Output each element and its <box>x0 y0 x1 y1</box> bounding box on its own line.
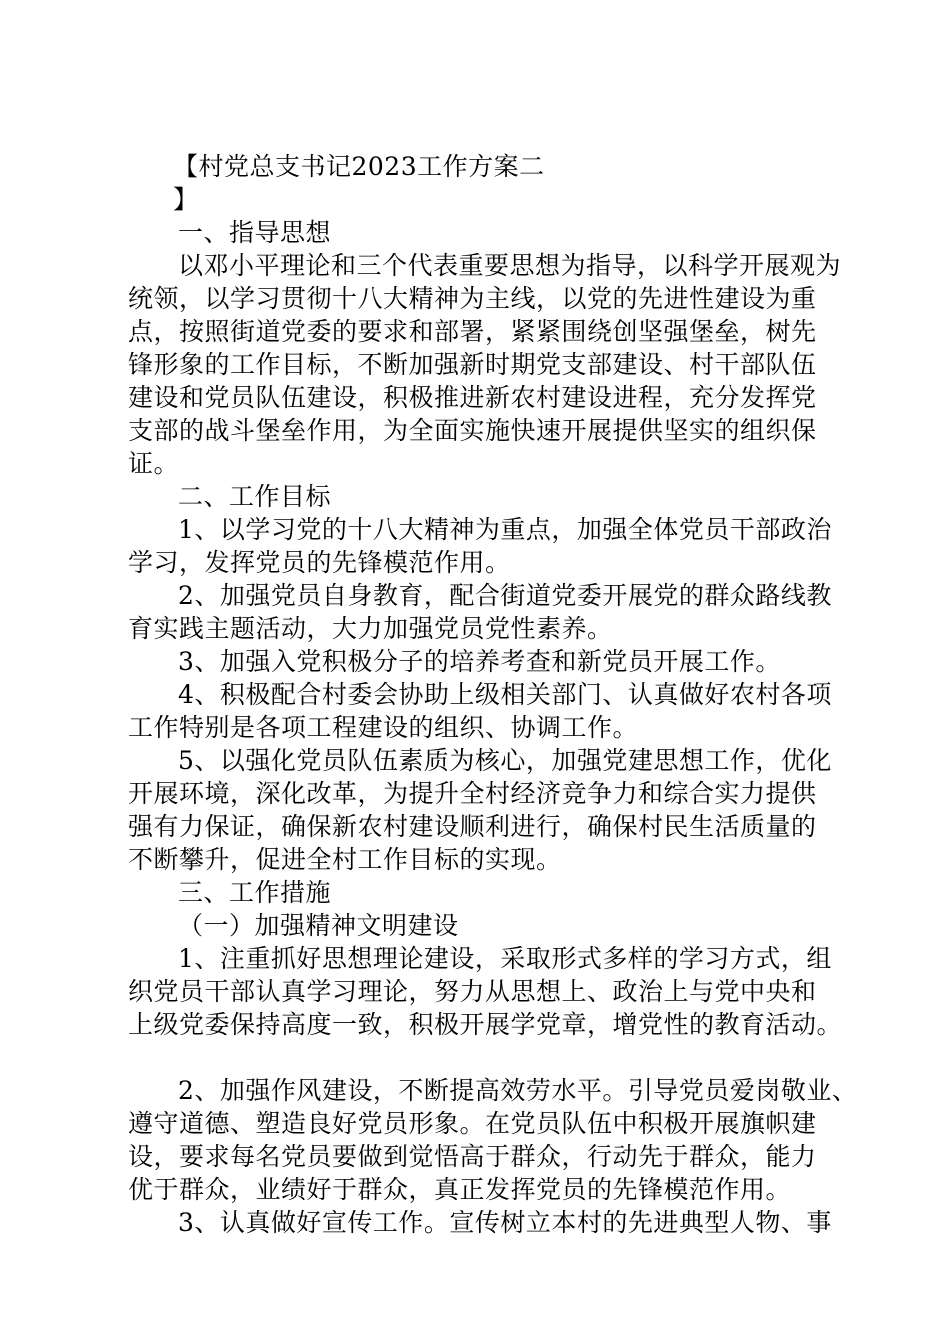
text-line: 三、工作措施 <box>178 878 332 907</box>
text-line: 建设和党员队伍建设，积极推进新农村建设进程，充分发挥党 <box>128 383 817 412</box>
text-line: 学习，发挥党员的先锋模范作用。 <box>128 548 511 577</box>
text-line: 工作特别是各项工程建设的组织、协调工作。 <box>128 713 639 742</box>
text-line: 1、注重抓好思想理论建设，采取形式多样的学习方式，组 <box>178 944 832 973</box>
text-line: 不断攀升，促进全村工作目标的实现。 <box>128 845 562 874</box>
text-line <box>128 1041 843 1074</box>
text-line: 统领，以学习贯彻十八大精神为主线，以党的先进性建设为重 <box>128 284 817 313</box>
text-line: 4、积极配合村委会协助上级相关部门、认真做好农村各项 <box>178 680 832 709</box>
text-line: 3、认真做好宣传工作。宣传树立本村的先进典型人物、事 <box>178 1208 832 1237</box>
text-line: 以邓小平理论和三个代表重要思想为指导，以科学开展观为 <box>178 251 842 280</box>
text-line: 点，按照街道党委的要求和部署，紧紧围绕创坚强堡垒，树先 <box>128 317 817 346</box>
text-line: 锋形象的工作目标，不断加强新时期党支部建设、村干部队伍 <box>128 350 817 379</box>
text-line: 上级党委保持高度一致，积极开展学党章，增党性的教育活动。 <box>128 1010 843 1039</box>
text-line: 1、以学习党的十八大精神为重点，加强全体党员干部政治 <box>178 515 832 544</box>
text-line: 3、加强入党积极分子的培养考查和新党员开展工作。 <box>178 647 781 676</box>
text-line: 2、加强作风建设，不断提高效劳水平。引导党员爱岗敬业、 <box>178 1076 858 1105</box>
text-line: 遵守道德、塑造良好党员形象。在党员队伍中积极开展旗帜建 <box>128 1109 817 1138</box>
document-body <box>128 150 858 1239</box>
text-line: 开展环境，深化改革，为提升全村经济竞争力和综合实力提供 <box>128 779 817 808</box>
text-line: 支部的战斗堡垒作用，为全面实施快速开展提供坚实的组织保 <box>128 416 817 445</box>
text-line: 优于群众，业绩好于群众，真正发挥党员的先锋模范作用。 <box>128 1175 792 1204</box>
text-line: 2、加强党员自身教育，配合街道党委开展党的群众路线教 <box>178 581 832 610</box>
text-line: 育实践主题活动，大力加强党员党性素养。 <box>128 614 613 643</box>
text-line: 一、指导思想 <box>178 218 332 247</box>
text-line: 织党员干部认真学习理论，努力从思想上、政治上与党中央和 <box>128 977 817 1006</box>
text-line: 强有力保证，确保新农村建设顺利进行，确保村民生活质量的 <box>128 812 817 841</box>
text-line: 设，要求每名党员要做到觉悟高于群众，行动先于群众，能力 <box>128 1142 817 1171</box>
text-line: 证。 <box>128 449 180 478</box>
document-text-lines <box>128 216 858 1239</box>
text-line: 5、以强化党员队伍素质为核心，加强党建思想工作，优化 <box>178 746 832 775</box>
text-line: （一）加强精神文明建设 <box>178 911 459 940</box>
document-title-line-2: 】 <box>173 185 199 214</box>
text-line: 二、工作目标 <box>178 482 332 511</box>
document-title-line-1: 【村党总支书记2023工作方案二 <box>173 152 545 181</box>
